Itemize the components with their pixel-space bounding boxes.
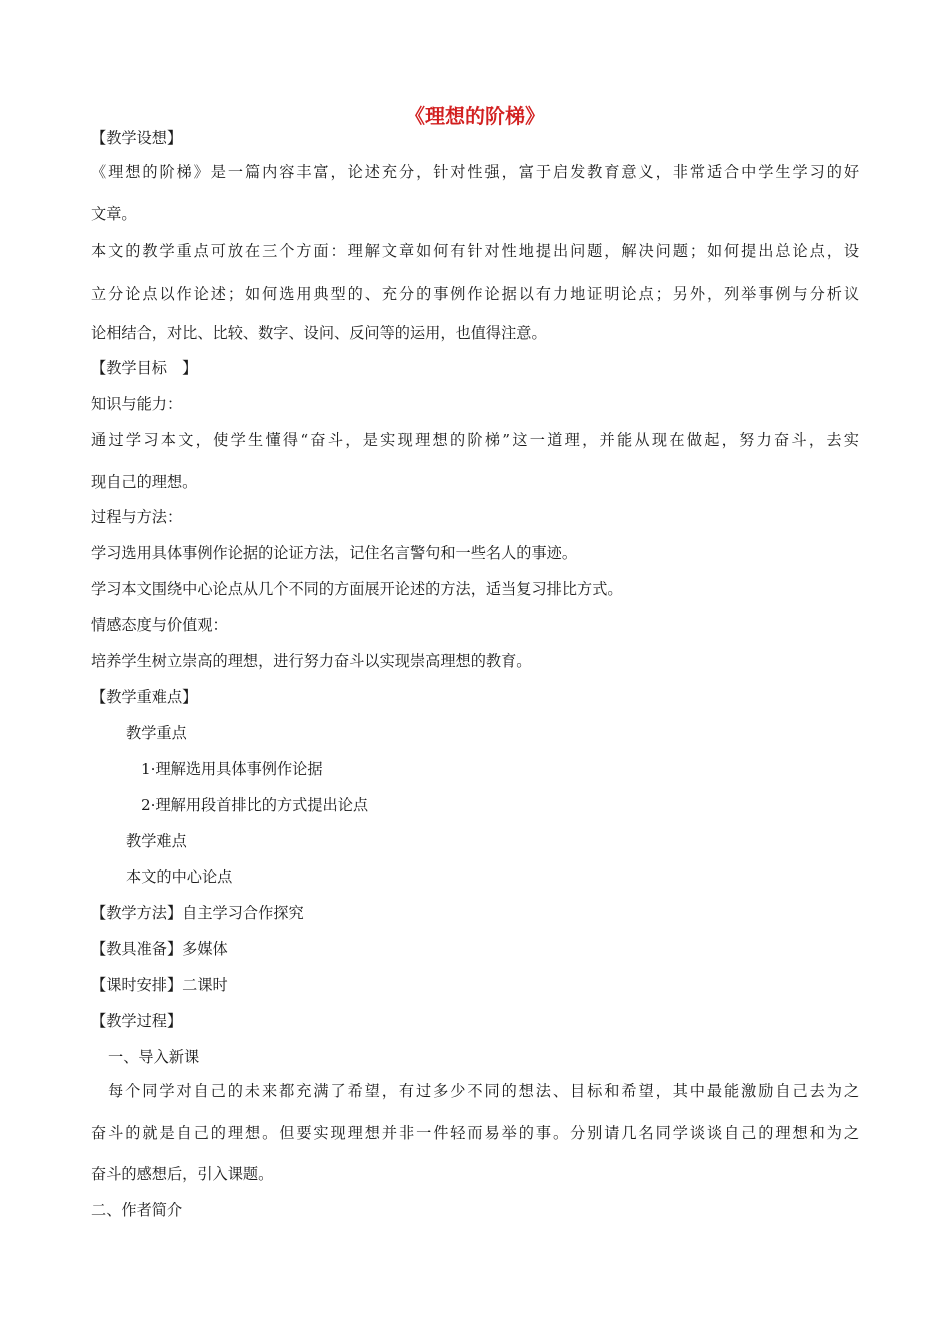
paragraph-line: 培养学生树立崇高的理想，进行努力奋斗以实现崇高理想的教育。 bbox=[91, 652, 532, 670]
subheading: 教学难点 bbox=[126, 832, 187, 850]
paragraph-line: 通过学习本文，使学生懂得“奋斗，是实现理想的阶梯”这一道理，并能从现在做起，努力奋斗，去实 bbox=[91, 431, 859, 449]
section-heading-schedule: 【课时安排】二课时 bbox=[91, 976, 228, 994]
subheading: 教学重点 bbox=[126, 724, 187, 742]
paragraph-line: 现自己的理想。 bbox=[91, 473, 198, 491]
paragraph-line: 学习选用具体事例作论据的论证方法，记住名言警句和一些名人的事迹。 bbox=[91, 544, 577, 562]
paragraph-line: 论相结合，对比、比较、数字、设问、反问等的运用，也值得注意。 bbox=[91, 324, 547, 342]
section-heading-method: 【教学方法】自主学习合作探究 bbox=[91, 904, 304, 922]
paragraph-line: 本文的中心论点 bbox=[126, 868, 233, 886]
paragraph-line: 奋斗的就是自己的理想。但要实现理想并非一件轻而易举的事。分别请几名同学谈谈自己的理想和为之 bbox=[91, 1124, 859, 1142]
paragraph-line: 立分论点以作论述；如何选用典型的、充分的事例作论据以有力地证明论点；另外，列举事例与分析议 bbox=[91, 285, 859, 303]
list-item: 2·理解用段首排比的方式提出论点 bbox=[141, 796, 369, 814]
paragraph-line: 《理想的阶梯》是一篇内容丰富，论述充分，针对性强，富于启发教育意义，非常适合中学生学习的好 bbox=[91, 163, 859, 181]
section-heading-process: 【教学过程】 bbox=[91, 1012, 183, 1030]
subheading: 情感态度与价值观： bbox=[91, 616, 228, 634]
section-heading-design: 【教学设想】 bbox=[91, 129, 183, 147]
section-heading-keypoints: 【教学重难点】 bbox=[91, 688, 198, 706]
subheading: 一、导入新课 bbox=[108, 1048, 200, 1066]
paragraph-line: 奋斗的感想后，引入课题。 bbox=[91, 1165, 274, 1183]
section-heading-tools: 【教具准备】多媒体 bbox=[91, 940, 228, 958]
paragraph-line: 文章。 bbox=[91, 205, 137, 223]
document-title: 《理想的阶梯》 bbox=[405, 104, 545, 128]
subheading: 过程与方法： bbox=[91, 508, 183, 526]
paragraph-line: 本文的教学重点可放在三个方面：理解文章如何有针对性地提出问题，解决问题；如何提出总论点，设 bbox=[91, 242, 859, 260]
subheading: 二、作者简介 bbox=[91, 1201, 183, 1219]
paragraph-line: 学习本文围绕中心论点从几个不同的方面展开论述的方法，适当复习排比方式。 bbox=[91, 580, 623, 598]
list-item: 1·理解选用具体事例作论据 bbox=[141, 760, 323, 778]
paragraph-line: 每个同学对自己的未来都充满了希望，有过多少不同的想法、目标和希望，其中最能激励自己去为之 bbox=[108, 1082, 859, 1100]
section-heading-goals: 【教学目标 】 bbox=[91, 359, 198, 377]
subheading: 知识与能力： bbox=[91, 395, 183, 413]
